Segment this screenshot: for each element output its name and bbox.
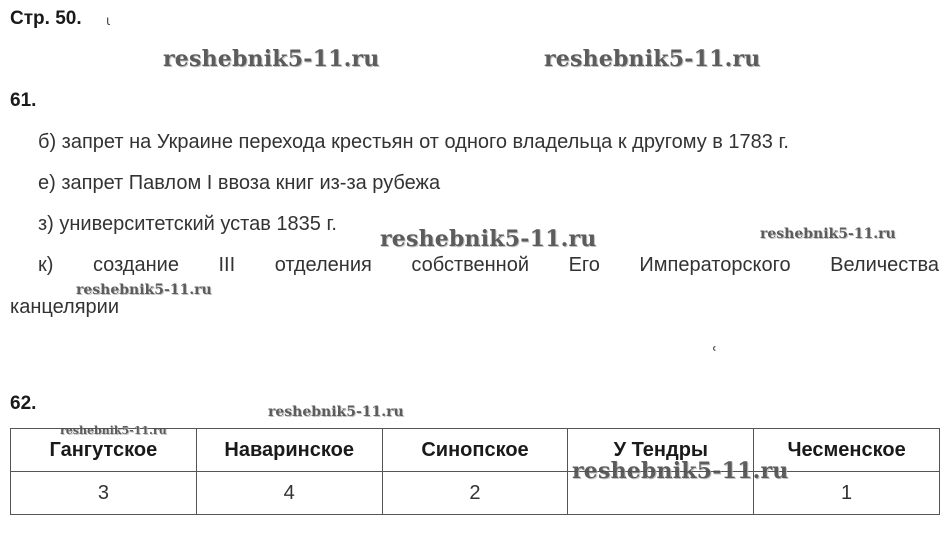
task-62-number: 62. (10, 393, 37, 414)
task-61-item-z: з) университетский устав 1835 г. (38, 213, 337, 235)
watermark: reshebnik5-11.ru (60, 424, 167, 437)
task-61-item-k-word: Его (568, 254, 600, 276)
task-61-item-k-word: Величества (830, 254, 939, 276)
task-61-item-e: е) запрет Павлом I ввоза книг из-за рубежа (38, 172, 441, 194)
watermark: reshebnik5-11.ru (268, 404, 404, 420)
task-61-item-k-line2: канцелярии (10, 296, 120, 318)
task-61-number: 61. (10, 90, 37, 111)
watermark: reshebnik5-11.ru (76, 282, 212, 298)
watermark: reshebnik5-11.ru (544, 46, 761, 72)
table-header-cell: У Тендры (568, 429, 754, 472)
table-cell: 3 (11, 472, 197, 515)
table-cell: 2 (382, 472, 568, 515)
table-cell: 4 (196, 472, 382, 515)
watermark: reshebnik5-11.ru (380, 226, 597, 252)
task-61-item-b: б) запрет на Украине перехода крестьян от одного владельца к другому в 1783 г. (38, 131, 789, 153)
task-61-item-k-word: к) (38, 254, 54, 276)
table-cell: 1 (754, 472, 940, 515)
table-header-cell: Синопское (382, 429, 568, 472)
watermark: reshebnik5-11.ru (163, 46, 380, 72)
task-61-item-k-line1 (38, 254, 939, 277)
table-header-cell: Гангутское (11, 429, 197, 472)
table-header-cell: Чесменское (754, 429, 940, 472)
watermark: reshebnik5-11.ru (760, 226, 896, 242)
table-header-cell: Наваринское (196, 429, 382, 472)
page-label: Стр. 50. (10, 8, 82, 29)
stray-mark: ʿ (712, 344, 718, 365)
task-61-item-k-word: Императорского (639, 254, 791, 276)
task-61-item-k-word: собственной (411, 254, 530, 276)
table-row (11, 472, 940, 515)
task-61-item-k-word: III (218, 254, 236, 276)
watermark: reshebnik5-11.ru (572, 458, 789, 484)
task-61-item-k-word: отделения (274, 254, 372, 276)
battles-table (10, 428, 940, 515)
task-61-item-k-word: создание (92, 254, 179, 276)
stray-mark: ι (106, 14, 111, 29)
